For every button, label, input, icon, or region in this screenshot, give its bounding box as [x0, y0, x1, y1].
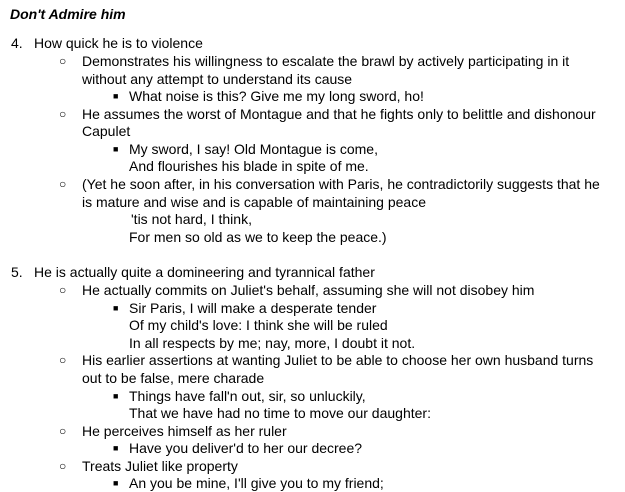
point-line: Treats Juliet like property: [82, 458, 238, 474]
square-bullet-icon: ■: [113, 144, 119, 154]
quote-line: My sword, I say! Old Montague is come,: [129, 141, 378, 157]
square-bullet-icon: ■: [113, 443, 119, 453]
circle-bullet-icon: ○: [59, 54, 67, 68]
quote-line: Things have fall'n out, sir, so unluckily,: [129, 388, 366, 404]
point-line: out to be false, mere charade: [82, 370, 265, 386]
point-line: is mature and wise and is capable of maintaining peace: [82, 194, 426, 210]
quote-line: And flourishes his blade in spite of me.: [129, 158, 369, 174]
point-line: (Yet he soon after, in his conversation with Paris, he contradictorily suggests that he: [82, 176, 600, 192]
circle-bullet-icon: ○: [59, 107, 67, 121]
circle-bullet-icon: ○: [59, 353, 67, 367]
quote-line: Have you deliver'd to her our decree?: [129, 440, 363, 456]
point-line: without any attempt to understand its cause: [82, 71, 353, 87]
quote-line: 'tis not hard, I think,: [131, 211, 252, 227]
circle-bullet-icon: ○: [59, 283, 67, 297]
page-title: Don't Admire him: [10, 6, 126, 22]
quote-line: Sir Paris, I will make a desperate tender: [129, 300, 377, 316]
point-line: He actually commits on Juliet's behalf, assuming she will not disobey him: [82, 282, 535, 298]
quote-line: For men so old as we to keep the peace.): [129, 229, 387, 245]
point-line: Capulet: [82, 123, 131, 139]
section-heading: How quick he is to violence: [34, 35, 203, 51]
point-line: Demonstrates his willingness to escalate the brawl by actively participating in it: [82, 53, 570, 69]
section-number: 5.: [11, 264, 23, 280]
circle-bullet-icon: ○: [59, 177, 67, 191]
square-bullet-icon: ■: [113, 303, 119, 313]
quote-line: In all respects by me; nay, more, I doubt it not.: [129, 335, 416, 351]
section-heading: He is actually quite a domineering and tyrannical father: [34, 264, 375, 280]
square-bullet-icon: ■: [113, 91, 119, 101]
quote-line: Of my child's love: I think she will be ruled: [129, 317, 388, 333]
quote-line: An you be mine, I'll give you to my friend;: [129, 475, 384, 491]
circle-bullet-icon: ○: [59, 424, 67, 438]
point-line: He assumes the worst of Montague and that he fights only to belittle and dishonour: [82, 106, 596, 122]
quote-line: That we have had no time to move our daughter:: [129, 405, 431, 421]
point-line: His earlier assertions at wanting Juliet to be able to choose her own husband turns: [82, 352, 594, 368]
circle-bullet-icon: ○: [59, 459, 67, 473]
quote-line: What noise is this? Give me my long sword, ho!: [129, 88, 424, 104]
square-bullet-icon: ■: [113, 391, 119, 401]
point-line: He perceives himself as her ruler: [82, 423, 287, 439]
square-bullet-icon: ■: [113, 478, 119, 488]
section-number: 4.: [11, 35, 23, 51]
